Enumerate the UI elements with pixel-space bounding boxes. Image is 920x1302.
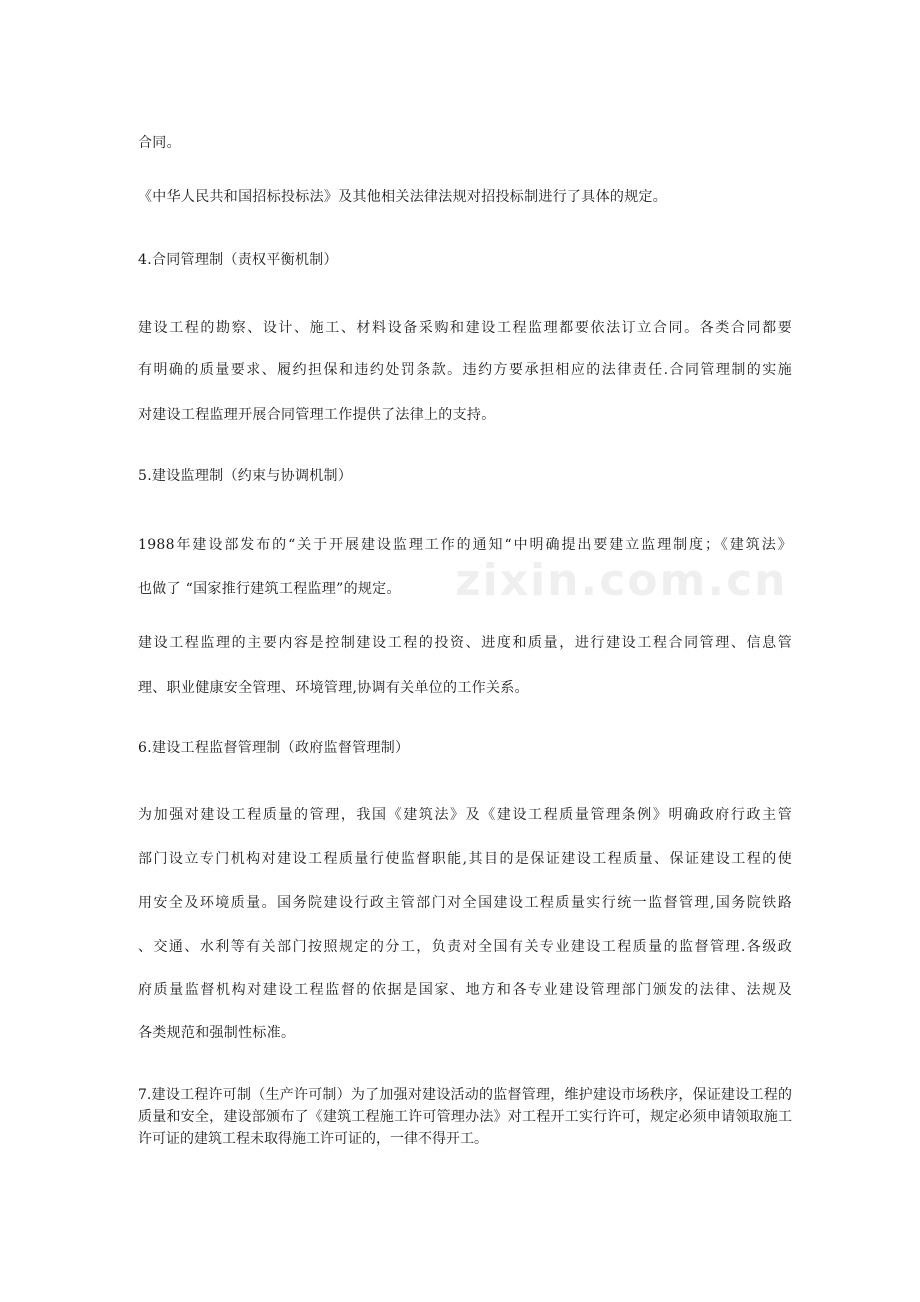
text-line: 也做了 “国家推行建筑工程监理”的规定。: [138, 581, 401, 597]
text-line: 有明确的质量要求、履约担保和违约处罚条款。违约方要承担相应的法律责任.合同管理制的实施: [138, 362, 792, 378]
text-line: 府质量监督机构对建设工程监督的依据是国家、地方和各专业建设管理部门颁发的法律、法规及: [138, 982, 792, 998]
watermark: zixin.com.cn: [455, 555, 788, 606]
text-line: 1988年建设部发布的“关于开展建设监理工作的通知“中明确提出要建立监理制度；《建筑法》: [138, 537, 792, 553]
section-heading: 5.建设监理制（约束与协调机制）: [138, 468, 353, 484]
text-line: 对建设工程监理开展合同管理工作提供了法律上的支持。: [138, 407, 496, 423]
paragraph-permit-system: [138, 1084, 792, 1150]
text-line: 建设工程的勘察、设计、施工、材料设备采购和建设工程监理都要依法订立合同。各类合同都要: [138, 320, 792, 336]
text-line: 建设工程监理的主要内容是控制建设工程的投资、进度和质量，进行建设工程合同管理、信息管: [138, 635, 792, 651]
text-line: 部门设立专门机构对建设工程质量行使监督职能,其目的是保证建设工程质量、保证建设工程的使: [138, 851, 792, 867]
text-line: 用安全及环境质量。国务院建设行政主管部门对全国建设工程质量实行统一监督管理,国务院铁路: [138, 895, 792, 911]
text-line: 各类规范和强制性标准。: [138, 1025, 296, 1041]
text-line: 为加强对建设工程质量的管理，我国《建筑法》及《建设工程质量管理条例》明确政府行政主管: [138, 807, 792, 823]
paragraph-text: 7.建设工程许可制（生产许可制）为了加强对建设活动的监督管理，维护建设市场秩序，保证建设工程的质量和安全，建设部颁布了《建筑工程施工许可管理办法》对工程开工实行许可，规定必须申请领取施工许可证的建筑工程未取得施工许可证的，一律不得开工。: [138, 1087, 792, 1147]
text-line: 合同。: [138, 135, 181, 151]
text-line: 、交通、水利等有关部门按照规定的分工，负责对全国有关专业建设工程质量的监督管理.各级政: [138, 939, 792, 955]
section-heading: 6.建设工程监督管理制（政府监督管理制）: [138, 740, 410, 756]
text-line: 《中华人民共和国招标投标法》及其他相关法律法规对招投标制进行了具体的规定。: [138, 189, 668, 205]
section-heading: 4.合同管理制（责权平衡机制）: [138, 252, 338, 268]
text-line: 理、职业健康安全管理、环境管理,协调有关单位的工作关系。: [138, 680, 529, 696]
